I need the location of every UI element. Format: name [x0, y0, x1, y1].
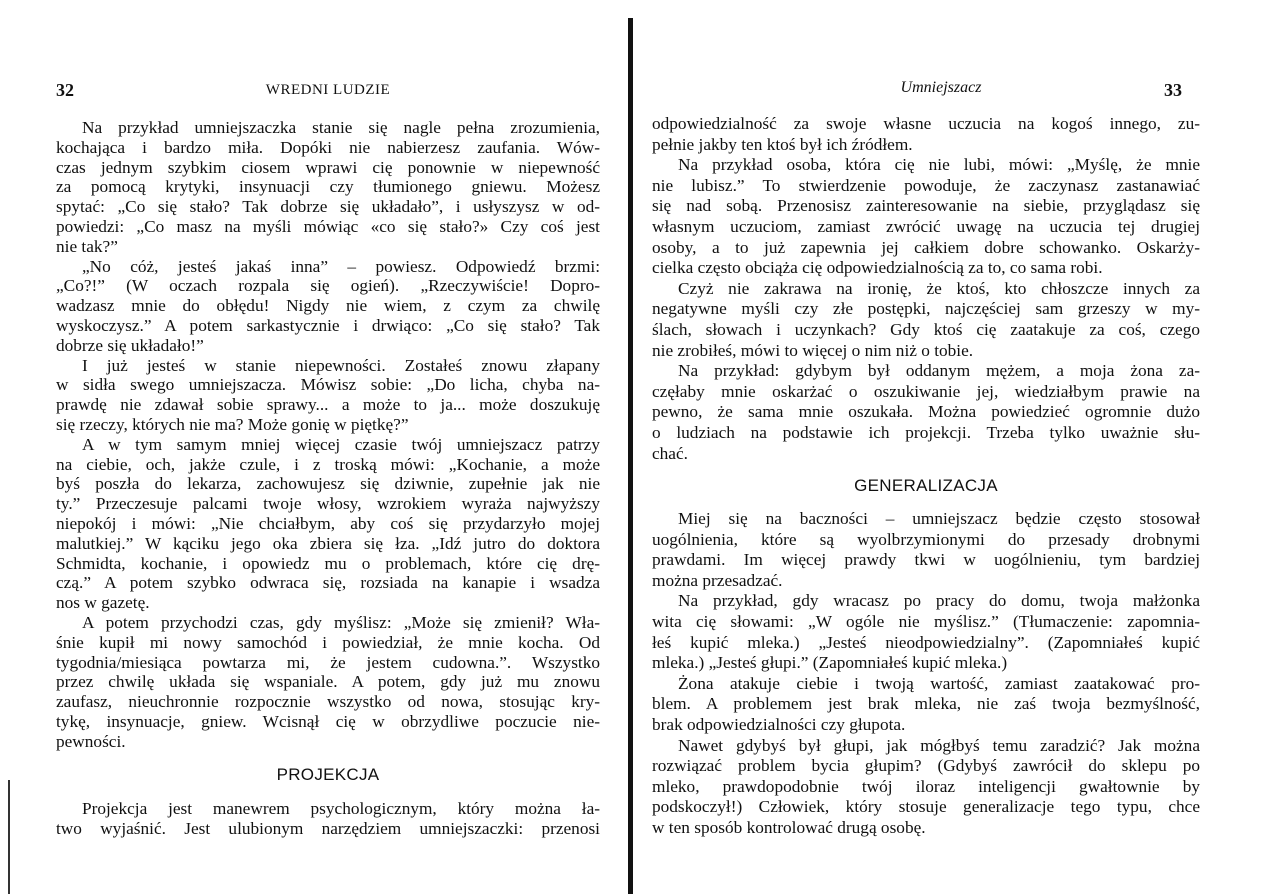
text-line: tykę, insynuacje, gniew. Wcisnął cię w obrzydliwe poczucie nie-	[56, 711, 600, 731]
text-line: cielka często obciąża cię odpowiedzialnością za to, co sama robi.	[652, 258, 1103, 278]
text-line: w ten sposób kontrolować drugą osobę.	[652, 817, 926, 837]
text-line: dobrze się układało!”	[56, 335, 204, 355]
text-line: ty.” Przeczesuje palcami twoje włosy, wzrokiem wyraża najwyższy	[56, 494, 600, 514]
text-line: prawdę nie zdawał sobie sprawy... a może to ja... może doszukuję	[56, 395, 600, 415]
text-line: podskoczył!) Człowiek, który stosuje generalizacje tego typu, chce	[652, 797, 1200, 817]
text-line: malutkiej.” W kąciku jego oka zbiera się łza. „Idź jutro do doktora	[56, 533, 600, 553]
text-line: powiedzi: „Co masz na myśli mówiąc «co się stało?» Czy coś jest	[56, 216, 600, 236]
page-number: 33	[1164, 80, 1182, 100]
text-line: Nawet gdybyś był głupi, jak mógłbyś temu zaradzić? Jak można	[678, 735, 1200, 755]
text-line: Żona atakuje ciebie i twoją wartość, zamiast zaatakować pro-	[678, 673, 1200, 693]
text-line: spytać: „Co się stało? Tak dobrze się układało”, i usłyszysz w od-	[56, 197, 600, 217]
text-line: wadzasz mnie do obłędu! Nigdy nie wiem, z czym za chwilę	[56, 296, 600, 316]
book-gutter	[628, 18, 633, 894]
text-line: prawdami. Im więcej prawdy tkwi w uogólnieniu, tym bardziej	[652, 550, 1200, 570]
page-number: 32	[56, 80, 74, 100]
text-line: się nad sobą. Przenosisz zainteresowanie na siebie, przyglądasz się	[652, 196, 1200, 216]
text-line: byś poszła do lekarza, zachowujesz się dziwnie, zupełnie jak nie	[56, 474, 600, 494]
text-line: A w tym samym mniej więcej czasie twój umniejszacz patrzy	[82, 434, 600, 454]
text-line: two wyjaśnić. Jest ulubionym narzędziem umniejszaczki: przenosi	[56, 818, 600, 838]
text-line: A potem przychodzi czas, gdy myślisz: „Może się zmienił? Wła-	[82, 612, 600, 632]
text-line: negatywne myśli czy złe postępki, najczęściej sam grzeszy w my-	[652, 299, 1200, 319]
section-heading: GENERALIZACJA	[854, 476, 998, 495]
text-line: Na przykład: gdybym był oddanym mężem, a moja żona za-	[678, 361, 1200, 381]
text-line: Miej się na baczności – umniejszacz będzie często stosował	[678, 509, 1200, 528]
text-line: pewności.	[56, 731, 126, 751]
page-edge	[8, 780, 10, 894]
text-line: blem. A problemem jest brak mleka, nie zaś twoja bezmyślność,	[652, 694, 1200, 714]
text-line: w sidła swego umniejszacza. Mówisz sobie: „Do licha, chyba na-	[56, 375, 600, 395]
text-line: chać.	[652, 443, 688, 463]
text-line: czas jednym szybkim ciosem wprawi cię ponownie w niepewność	[56, 157, 600, 177]
text-line: Na przykład osoba, która cię nie lubi, mówi: „Myślę, że mnie	[678, 155, 1200, 175]
text-line: pewno, że sama mnie oszukała. Można powiedzieć ogromnie dużo	[652, 402, 1200, 422]
running-head: Umniejszacz	[900, 79, 982, 96]
text-line: można przesadzać.	[652, 570, 783, 590]
text-line: I już jesteś w stanie niepewności. Zostałeś znowu złapany	[82, 355, 600, 375]
text-line: kochająca i bardzo miła. Dopóki nie nabierzesz zaufania. Wów-	[56, 137, 600, 157]
text-line: brak odpowiedzialności czy głupota.	[652, 714, 906, 734]
text-line: wyskoczysz.” A potem sarkastycznie i drwiąco: „Co się stało? Tak	[56, 315, 600, 335]
text-line: czą.” A potem szybko odwraca się, rozsiada na kanapie i wsadza	[56, 573, 600, 593]
text-line: rozwiązać problem bycia głupim? (Gdybyś zawrócił do sklepu po	[652, 756, 1200, 776]
text-line: Na przykład, gdy wracasz po pracy do domu, twoja małżonka	[678, 591, 1200, 611]
text-block	[56, 799, 600, 839]
text-line: osoby, a to już zapewnia jej całkiem dobre schowanko. Oskarży-	[652, 237, 1200, 257]
text-line: uogólnienia, które są wyolbrzymionymi do przesady drobnymi	[652, 529, 1200, 549]
text-line: własnym uczuciom, zamiast zwrócić uwagę na uczucia tej drugiej	[652, 216, 1200, 236]
text-line: przez chwilę układa się wspaniale. A potem, gdy już mu znowu	[56, 672, 600, 692]
text-line: Na przykład umniejszaczka stanie się nagle pełna zrozumienia,	[82, 118, 600, 137]
text-line: „Co?!” (W oczach rozpala się ogień). „Rzeczywiście! Dopro-	[56, 276, 600, 296]
text-line: śnie kupił mi nowy samochód i powiedział, że mnie kocha. Od	[56, 632, 600, 652]
text-block	[652, 114, 1200, 464]
text-line: łeś kupić mleka.) „Jesteś nieodpowiedzialny”. (Zapomniałeś kupić	[652, 632, 1200, 652]
text-line: wita cię słowami: „W ogóle nie myślisz.” (Tłumaczenie: zapomnia-	[652, 611, 1200, 631]
text-line: mleka.) „Jesteś głupi.” (Zapomniałeś kupić mleka.)	[652, 653, 1008, 673]
text-line: „No cóż, jesteś jakaś inna” – powiesz. Odpowiedź brzmi:	[82, 256, 600, 276]
text-block	[56, 118, 600, 752]
text-line: Projekcja jest manewrem psychologicznym, który można ła-	[82, 799, 600, 818]
text-line: za pomocą krytyki, insynuacji czy tłumionego gniewu. Możesz	[56, 177, 600, 197]
running-head: WREDNI LUDZIE	[265, 82, 391, 98]
text-line: ślach, słowach i uczynkach? Gdy ktoś cię zaatakuje za coś, czego	[652, 319, 1200, 339]
text-line: pełnie jakby ten ktoś był ich źródłem.	[652, 134, 913, 154]
text-line: Czyż nie zakrawa na ironię, że ktoś, kto chłoszcze innych za	[678, 278, 1200, 298]
text-line: nie tak?”	[56, 236, 118, 256]
text-line: odpowiedzialność za swoje własne uczucia na kogoś innego, zu-	[652, 114, 1200, 133]
text-line: nie lubisz.” To stwierdzenie powoduje, że zaczynasz zastanawiać	[652, 175, 1200, 195]
text-line: tygodnia/miesiąca powtarza mi, że jestem cudowna.”. Wszystko	[56, 652, 600, 672]
text-line: się rzeczy, których nie ma? Może gonię w piętkę?”	[56, 414, 409, 434]
text-line: zaufasz, nieuchronnie rozpocznie wszystko od nowa, stosując kry-	[56, 692, 600, 712]
text-line: częłaby mnie oskarżać o oszukiwanie jej, wiedziałbym prawie na	[652, 381, 1200, 401]
text-block	[652, 509, 1200, 839]
text-line: nie zrobiłeś, mówi to więcej o nim niż o tobie.	[652, 340, 974, 360]
text-line: nos w gazetę.	[56, 593, 150, 613]
text-line: Schmidta, kochanie, i opowiedz mu o problemach, które cię drę-	[56, 553, 600, 573]
text-line: o ludziach na podstawie ich projekcji. Trzeba tylko uważnie słu-	[652, 422, 1200, 442]
section-heading: PROJEKCJA	[276, 765, 380, 784]
text-line: mleko, prawdopodobnie twój iloraz inteligencji gwałtownie by	[652, 776, 1200, 796]
text-line: niepokój i mówi: „Nie chciałbym, aby coś się przydarzyło mojej	[56, 513, 600, 533]
text-line: na ciebie, och, jakże czule, i z troską mówi: „Kochanie, a może	[56, 454, 600, 474]
